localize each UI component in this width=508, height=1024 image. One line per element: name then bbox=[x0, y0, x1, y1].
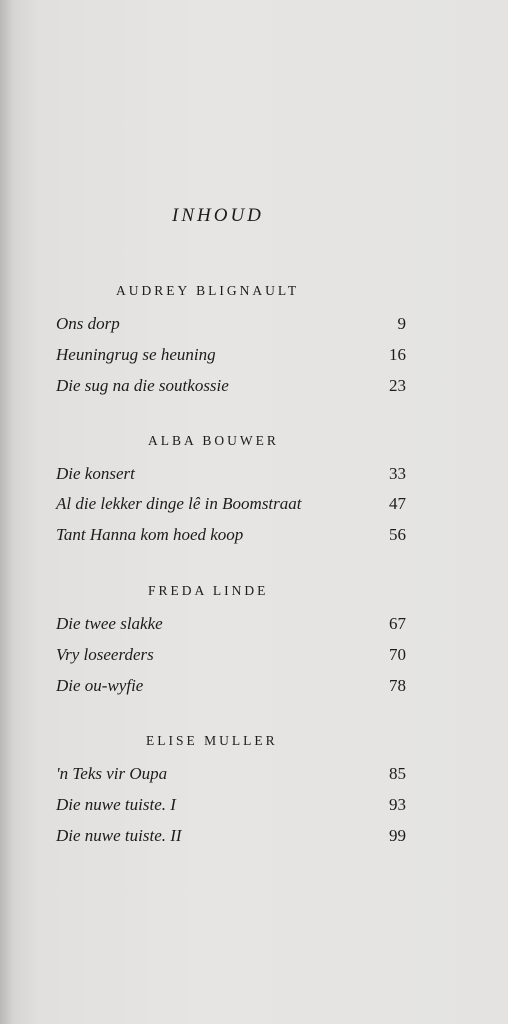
toc-entry-title: Die konsert bbox=[56, 464, 135, 483]
toc-entry-page: 78 bbox=[389, 676, 406, 695]
toc-entry-page: 47 bbox=[389, 494, 406, 513]
toc-entry bbox=[56, 525, 406, 549]
toc-entry-title: Al die lekker dinge lê in Boomstraat bbox=[56, 494, 302, 513]
toc-entry-title: Die ou-wyfie bbox=[56, 676, 144, 695]
section-author: FREDA LINDE bbox=[148, 583, 269, 598]
toc-entry-page: 16 bbox=[389, 345, 406, 364]
toc-entry-page: 70 bbox=[389, 645, 406, 664]
toc-entry bbox=[56, 376, 406, 400]
toc-entry-page: 33 bbox=[389, 464, 406, 483]
toc-entry-page: 56 bbox=[389, 525, 406, 544]
toc-entry-title: Die nuwe tuiste. I bbox=[56, 795, 176, 814]
page-title: INHOUD bbox=[172, 205, 264, 226]
toc-entry bbox=[56, 345, 406, 369]
toc-entry-title: Vry loseerders bbox=[56, 645, 154, 664]
toc-entry-page: 99 bbox=[389, 826, 406, 845]
toc-entry-title: Die nuwe tuiste. II bbox=[56, 826, 182, 845]
toc-entry bbox=[56, 614, 406, 638]
toc-entry-title: Die twee slakke bbox=[56, 614, 163, 633]
section-author: AUDREY BLIGNAULT bbox=[116, 283, 300, 298]
section-author: ELISE MULLER bbox=[146, 733, 278, 748]
toc-entry bbox=[56, 645, 406, 669]
toc-entry bbox=[56, 826, 406, 850]
toc-entry bbox=[56, 464, 406, 488]
toc-entry-title: Heuningrug se heuning bbox=[56, 345, 216, 364]
toc-entry bbox=[56, 795, 406, 819]
book-spine-shadow bbox=[0, 0, 12, 1024]
toc-entry-page: 93 bbox=[389, 795, 406, 814]
toc-entry-title: Die sug na die soutkossie bbox=[56, 376, 229, 395]
toc-entry-title: 'n Teks vir Oupa bbox=[56, 764, 168, 783]
toc-entry bbox=[56, 494, 406, 518]
toc-entry-page: 85 bbox=[389, 764, 406, 783]
section-author: ALBA BOUWER bbox=[148, 433, 279, 448]
toc-entry-page: 9 bbox=[397, 314, 406, 333]
toc-entry-page: 67 bbox=[389, 614, 406, 633]
toc-entry-title: Tant Hanna kom hoed koop bbox=[56, 525, 244, 544]
toc-entry bbox=[56, 314, 406, 338]
toc-entry bbox=[56, 764, 406, 788]
toc-entry-page: 23 bbox=[389, 376, 406, 395]
toc-entry bbox=[56, 676, 406, 700]
toc-entry-title: Ons dorp bbox=[56, 314, 120, 333]
